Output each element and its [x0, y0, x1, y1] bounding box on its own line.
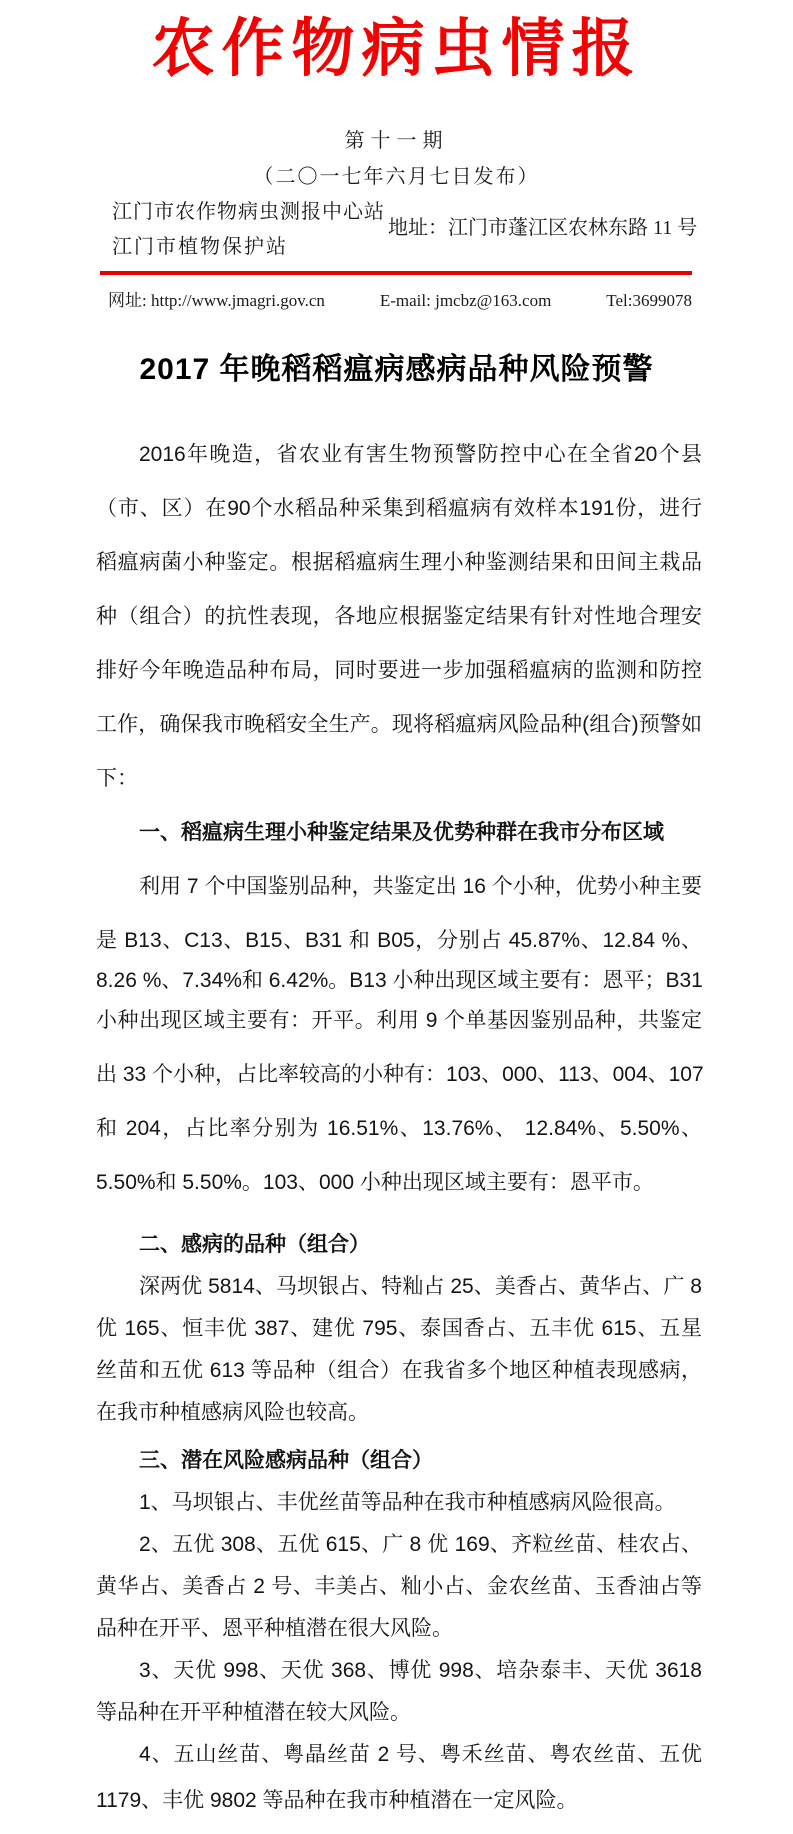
body-line: 2、五优 308、五优 615、广 8 优 169、齐粒丝苗、桂农占、 — [139, 1533, 702, 1556]
body-line: 优 165、恒丰优 387、建优 795、泰国香占、五丰优 615、五星 — [96, 1317, 702, 1340]
body-line: （市、区）在90个水稻品种采集到稻瘟病有效样本191份，进行 — [96, 497, 702, 520]
article-body — [96, 428, 702, 1822]
body-line: 利用 7 个中国鉴别品种，共鉴定出 16 个小种，优势小种主要 — [139, 875, 702, 898]
email-text: E-mail: jmcbz@163.com — [379, 291, 552, 310]
body-line: 黄华占、美香占 2 号、丰美占、籼小占、金农丝苗、玉香油占等 — [96, 1575, 702, 1598]
tel-text: Tel:3699078 — [606, 291, 692, 310]
body-line: 是 B13、C13、B15、B31 和 B05，分别占 45.87%、12.84 %、 — [96, 929, 702, 952]
section-heading-3: 三、潜在风险感病品种（组合） — [139, 1449, 433, 1472]
address-line: 地址：江门市蓬江区农林东路 11 号 — [388, 217, 698, 239]
section-heading-2: 二、感病的品种（组合） — [139, 1233, 370, 1256]
body-line: 出 33 个小种，占比率较高的小种有：103、000、113、004、107 — [96, 1063, 704, 1086]
org-name-secondary: 江门市植物保护站 — [112, 236, 288, 258]
body-line: 下： — [96, 767, 138, 790]
section-heading-1: 一、稻瘟病生理小种鉴定结果及优势种群在我市分布区域 — [139, 821, 664, 844]
body-line: 和 204，占比率分别为 16.51%、13.76%、 12.84%、5.50%、 — [96, 1117, 702, 1140]
website-text: 网址: http://www.jmagri.gov.cn — [108, 291, 325, 310]
article-title: 2017 年晚稻稻瘟病感病品种风险预警 — [139, 353, 654, 386]
org-name-primary: 江门市农作物病虫测报中心站 — [112, 201, 385, 223]
contact-row — [108, 290, 692, 312]
body-line: 丝苗和五优 613 等品种（组合）在我省多个地区种植表现感病， — [96, 1359, 702, 1382]
body-line: 排好今年晚造品种布局，同时要进一步加强稻瘟病的监测和防控 — [96, 659, 702, 682]
masthead-divider-rule — [100, 271, 692, 275]
body-line: 小种出现区域主要有：开平。利用 9 个单基因鉴别品种，共鉴定 — [96, 1009, 702, 1032]
body-line: 5.50%和 5.50%。103、000 小种出现区域主要有：恩平市。 — [96, 1171, 654, 1194]
body-line: 品种在开平、恩平种植潜在很大风险。 — [96, 1617, 453, 1640]
publish-date: （二〇一七年六月七日发布） — [253, 166, 540, 188]
issue-number: 第十一期 — [344, 130, 449, 152]
body-line: 2016年晚造，省农业有害生物预警防控中心在全省20个县 — [139, 443, 702, 466]
masthead-title: 农作物病虫情报 — [151, 14, 642, 84]
body-line: 等品种在开平种植潜在较大风险。 — [96, 1701, 411, 1724]
body-line: 1179、丰优 9802 等品种在我市种植潜在一定风险。 — [96, 1789, 578, 1812]
body-line: 深两优 5814、马坝银占、特籼占 25、美香占、黄华占、广 8 — [139, 1275, 702, 1298]
body-line: 8.26 %、7.34%和 6.42%。B13 小种出现区域主要有：恩平；B31 — [96, 969, 703, 992]
body-line: 稻瘟病菌小种鉴定。根据稻瘟病生理小种鉴测结果和田间主栽品 — [96, 551, 702, 574]
body-line: 4、五山丝苗、粤晶丝苗 2 号、粤禾丝苗、粤农丝苗、五优 — [139, 1743, 702, 1766]
body-line: 种（组合）的抗性表现，各地应根据鉴定结果有针对性地合理安 — [96, 605, 702, 628]
body-line: 3、天优 998、天优 368、博优 998、培杂泰丰、天优 3618 — [139, 1659, 702, 1682]
body-line: 工作，确保我市晚稻安全生产。现将稻瘟病风险品种(组合)预警如 — [96, 713, 702, 736]
body-line: 在我市种植感病风险也较高。 — [96, 1401, 369, 1424]
body-line: 1、马坝银占、丰优丝苗等品种在我市种植感病风险很高。 — [139, 1491, 676, 1514]
